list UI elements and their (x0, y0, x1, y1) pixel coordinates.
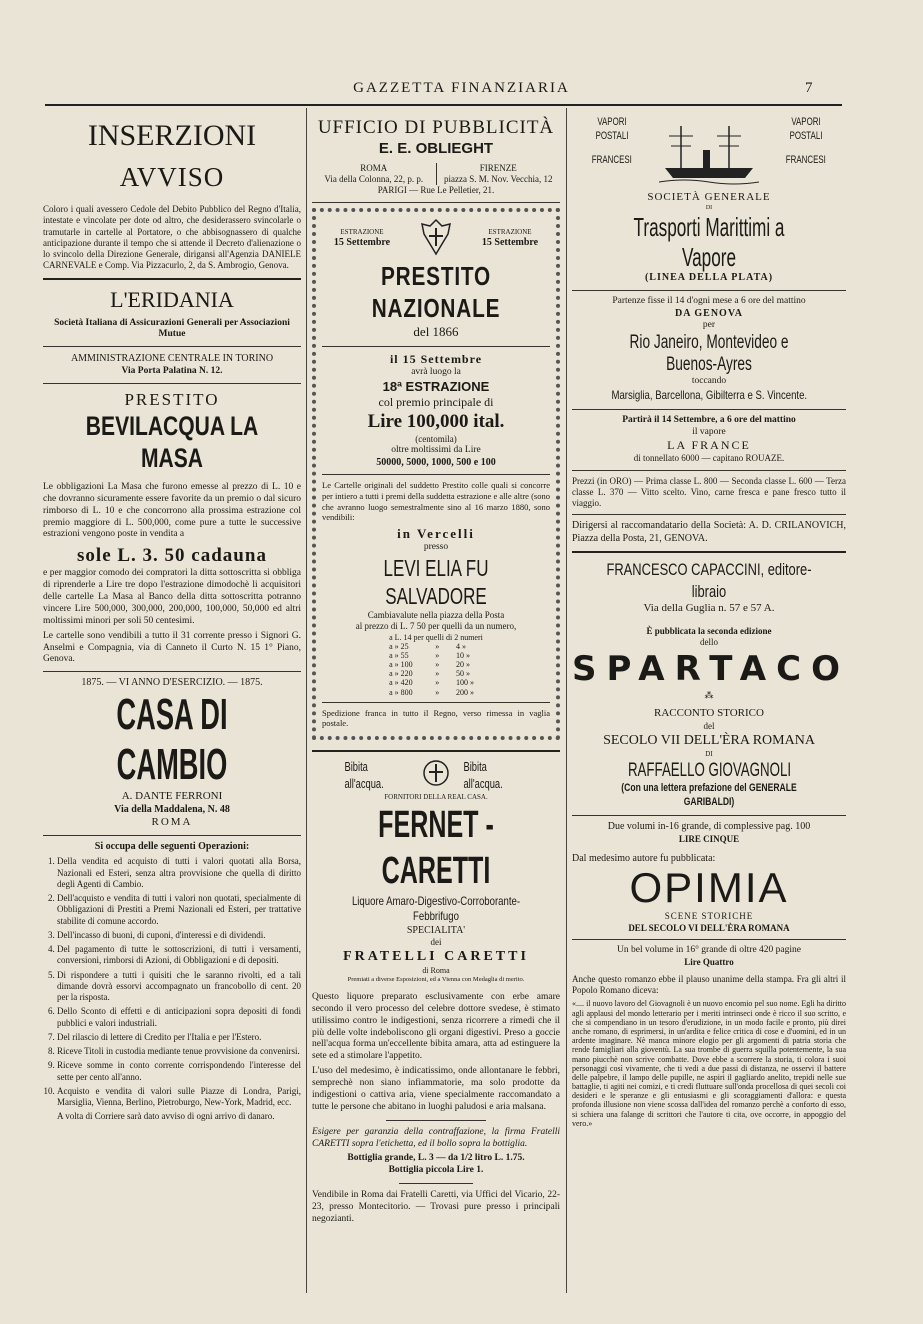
del-secolo-vi: DEL SECOLO VI DELL'ÈRA ROMANA (628, 922, 790, 933)
firenze-address: piazza S. M. Nov. Vecchia, 12 (444, 174, 553, 184)
in-vercelli: in Vercelli (397, 525, 475, 541)
di-label: DI (705, 204, 713, 211)
table-cell: 4 » (455, 641, 466, 651)
bevilacqua-heading: BEVILACQUA LA MASA (85, 410, 259, 473)
list-item: 10. Acquisto e vendita di valori sulle Piazze di Londra, Parigi, Marsiglia, Vienna, Berlino, Pietroburgo, New-York, Madrid, ecc. (57, 1086, 301, 1109)
table-cell: » (435, 650, 440, 660)
table-row (383, 669, 489, 678)
roma-address-block (312, 163, 437, 186)
table-row (383, 688, 489, 697)
divider (43, 278, 301, 280)
table-cell: 20 » (455, 660, 470, 670)
column-middle (312, 110, 560, 1229)
divider (572, 551, 846, 553)
divider (43, 383, 301, 384)
table-cell: a » 25 (389, 641, 409, 651)
estrazione-date: 15 Settembre (333, 237, 391, 249)
estrazione-label: ESTRAZIONE (340, 228, 384, 237)
steamship-icon (659, 116, 759, 191)
societa-generale: SOCIETÀ GENERALE (647, 190, 771, 203)
opimia-heading: OPIMIA (629, 864, 789, 912)
vendibile: Vendibile in Roma dai Fratelli Caretti, via Uffici del Vicario, 22-23, presso Montecitorio. — Trovasi pure presso i principali negozianti. (312, 1190, 560, 1224)
volta-note: A volta di Corriere sarà dato avviso di ogni arrivo di danaro. (57, 1111, 275, 1122)
fornitori: FORNITORI DELLA REAL CASA. (384, 792, 488, 801)
divider (386, 1120, 485, 1121)
dirigersi: Dirigersi al raccomandatario della Società: A. D. CRILANOVICH, Piazza della Posta, 21, GENOVA. (572, 520, 846, 544)
parigi-address: PARIGI — Rue Le Pelletier, 21. (377, 185, 495, 196)
partenze: Partenze fisse il 14 d'ogni mese a 6 ore del mattino (612, 295, 806, 306)
table-cell: » (435, 678, 440, 688)
column-right (572, 110, 850, 1131)
list-item: 9. Riceve somme in conto corrente corrispondendo l'interesse del sette per cento all'anno. (57, 1060, 301, 1083)
ferroni: A. DANTE FERRONI (121, 789, 223, 802)
specialita: SPECIALITA' (406, 924, 466, 936)
ornament-icon: ⁂ (704, 690, 714, 701)
vapori-label: VAPORI POSTALI (595, 116, 629, 142)
spedizione: Spedizione franca in tutto il Regno, verso rimessa in vaglia postale. (322, 707, 550, 729)
divider (312, 202, 560, 203)
francesi-label: FRANCESI (785, 153, 827, 166)
divider (572, 290, 846, 291)
dei: dei (430, 937, 442, 948)
table-cell: 100 » (455, 678, 474, 688)
table-cell: a » 220 (389, 669, 413, 679)
avviso-text: Coloro i quali avessero Cedole del Debito Pubblico del Regno d'Italia, intestate e vincolate per dote od altro, che desiderassero svincolarle o tramutarle in cartelle al Portatore, o che abbisognassero di qualche anticipazione durante il tempo che si attende il Decreto d'alienazione o lo svincolo della Direzione Generale, dirigansi all'Agenzia DANIELE CARNEVALE e Comp. Via Pizzacurlo, 2, da S. Ambrogio, Genova. (43, 204, 301, 271)
pubblicata: È pubblicata la seconda edizione (646, 625, 772, 636)
list-item: 2. Dell'acquisto e vendita di tutti i valori non quotati, specialmente di Obbligazioni di Prestiti a Premi Nazionali ed Esteri, per trattative stabilite di comune accordo. (57, 893, 301, 927)
estrazione-date: 15 Settembre (481, 237, 539, 249)
eridania-admin: AMMINISTRAZIONE CENTRALE IN TORINO (70, 353, 274, 365)
roma-address: Via della Colonna, 22, p. p. (324, 174, 424, 184)
vapori-left (572, 116, 652, 168)
table-row (383, 642, 489, 651)
divider (572, 470, 846, 471)
roma-city: ROMA (360, 162, 388, 173)
guglia: Via della Guglia n. 57 e 57 A. (643, 601, 775, 614)
table-cell: » (435, 687, 440, 697)
premiati: Premiati a diverse Esposizioni, ed a Vienna con Medaglia di merito. (347, 975, 525, 983)
il15-settembre: il 15 Settembre (389, 351, 483, 366)
royal-crest-icon (421, 758, 451, 793)
table-cell: 50 » (455, 669, 470, 679)
per: per (702, 320, 716, 330)
lire-100000: Lire 100,000 ital. (367, 410, 505, 432)
vapori-right (766, 116, 846, 168)
list-item: 4. Del pagamento di tutte le sottoscrizioni, di tutti i versamenti, conversioni, rimborsi di Azioni, di Obbligazioni e di depositi. (57, 944, 301, 967)
anche: Anche questo romanzo ebbe il plauso unanime della stampa. Fra gli altri il Popolo Romano diceva: (572, 973, 846, 996)
medesimo: Dal medesimo autore fu pubblicata: (572, 852, 716, 864)
prezzi: Prezzi (in ORO) — Prima classe L. 800 — Seconda classe L. 600 — Terza classe L. 370 — Vitto scelto. Vino, carne fresca e pane fresco tutto il viaggio. (572, 475, 846, 509)
table-cell: a » 420 (389, 678, 413, 688)
table-row (383, 651, 489, 660)
column-divider (306, 108, 307, 1293)
estrazione-18: 18ª ESTRAZIONE (382, 378, 490, 394)
list-item: 6. Dello Sconto di effetti e di anticipazioni sopra depositi di fondi pubblici e valori industriali. (57, 1006, 301, 1029)
estrazione-label: ESTRAZIONE (488, 228, 532, 237)
table-cell: » (435, 641, 440, 651)
divider (572, 815, 846, 816)
di-roma: di Roma (422, 965, 450, 975)
estrazione-left (322, 228, 402, 249)
bevilacqua-text-1: Le obbligazioni La Masa che furono emesse al prezzo di L. 10 e che dovranno sicuramente essere favorite da un premio o dal sicuro rimborso di L. 10 e che concorrono alla prossima estrazione col premio maggiore di L. 500,000, come pure a tutte le successive estrazioni vengono poste in vendita a (43, 481, 301, 540)
lire-quattro: Lire Quattro (684, 956, 734, 967)
ufficio-heading: UFFICIO DI PUBBLICITÀ (317, 117, 555, 138)
spartaco-heading: SPARTACO (572, 649, 850, 690)
cambiavalute: Cambiavalute nella piazza della Posta (367, 610, 505, 620)
table-row (383, 660, 489, 669)
oltre: oltre moltissimi da Lire (391, 445, 481, 455)
bibita-row (312, 758, 560, 793)
estrazione-row (322, 218, 550, 261)
fernet-text-2: L'uso del medesimo, è indicatissimo, onde allontanare le febbri, semprechè non siano infiammatorie, ma solo prodotte da indigestioni o cattiva aria, viene specialmente raccomandato a tutte le persone che abitano in luoghi paludosi e aria malsana. (312, 1066, 560, 1112)
inserzioni-heading: INSERZIONI (87, 119, 257, 152)
un-bel-volume: Un bel volume in 16° grande di oltre 420 pagine (617, 944, 801, 955)
francesi-label: FRANCESI (591, 153, 633, 166)
divider (322, 702, 550, 703)
list-item: 1. Della vendita ed acquisto di tutti i valori quotati alla Borsa, Nazionali ed Esteri, senza altra provvisione che quella di diritto degli Agenti di Cambio. (57, 856, 301, 890)
vapori-label: VAPORI POSTALI (789, 116, 823, 142)
porti: Marsiglia, Barcellona, Gibilterra e S. Vincente. (611, 387, 807, 402)
due-volumi: Due volumi in-16 grande, di complessive pag. 100 (607, 821, 811, 832)
scene-storiche: SCENE STORICHE (664, 911, 754, 922)
fratelli-caretti: FRATELLI CARETTI (343, 949, 529, 965)
divider (312, 750, 560, 752)
anno-esercizio: 1875. — VI ANNO D'ESERCIZIO. — 1875. (81, 677, 263, 689)
price-table (383, 633, 489, 697)
col-premio: col premio principale di (378, 394, 494, 409)
la-france: LA FRANCE (667, 438, 751, 453)
levi-heading: LEVI ELIA FU SALVADORE (383, 555, 489, 609)
list-item: 7. Del rilascio di lettere di Credito per l'Italia e per l'Estero. (57, 1032, 301, 1043)
fernet-heading: FERNET - CARETTI (378, 803, 494, 892)
divider (43, 835, 301, 836)
roma-label: ROMA (151, 816, 193, 828)
raffaello: RAFFAELLO GIOVAGNOLI (627, 759, 791, 781)
table-cell: » (435, 669, 440, 679)
divider (43, 671, 301, 672)
sole-price: sole L. 3. 50 cadauna (77, 545, 267, 567)
divider (572, 514, 846, 515)
capaccini: FRANCESCO CAPACCINI, editore-libraio (606, 560, 812, 601)
table-cell: a » 100 (389, 660, 413, 670)
bottiglia-piccola: Bottiglia piccola Lire 1. (388, 1165, 484, 1176)
tonnellato: di tonnellato 6000 — capitano ROUAZE. (633, 453, 785, 464)
ufficio-addresses (312, 163, 560, 186)
trasporti-heading: Trasporti Marittimi a Vapore (633, 212, 785, 273)
esigere: Esigere per garanzia della contraffazione, la firma Fratelli CARETTI sopra l'etichetta, ed il bollo sopra la bottiglia. (312, 1126, 560, 1149)
toccando: toccando (691, 375, 727, 386)
divider (399, 1183, 473, 1184)
rio-janeiro: Rio Janeiro, Montevideo e Buenos-Ayres (629, 331, 789, 375)
del-label: del (703, 721, 715, 732)
lire-cinque: LIRE CINQUE (678, 833, 740, 844)
firenze-city: FIRENZE (479, 162, 517, 173)
divider (572, 409, 846, 410)
avviso-heading: AVVISO (119, 162, 225, 192)
column-left (43, 110, 301, 1126)
divider (572, 939, 846, 940)
casa-di-cambio-heading: CASA DI CAMBIO (116, 689, 228, 789)
prestito-heading: PRESTITO (124, 389, 220, 409)
table-cell: a » 55 (389, 650, 409, 660)
divider (322, 346, 550, 347)
dello: dello (700, 636, 718, 647)
il-vapore: il vapore (692, 426, 726, 437)
obliegh-name: E. E. OBLIEGHT (378, 140, 494, 157)
bevilacqua-text-3: Le cartelle sono vendibili a tutto il 31 corrente presso i Signori G. Anselmi e Compagnia, via di Canneto il Curto N. 15 1° Piano, Genova. (43, 630, 301, 665)
list-item: 8. Riceve Titoli in custodia mediante tenue provvisione da convenirsi. (57, 1046, 301, 1057)
maddalena-address: Via della Maddalena, N. 48 (114, 803, 230, 815)
avra-luogo: avrà luogo la (411, 366, 461, 377)
premi-list: 50000, 5000, 1000, 500 e 100 (376, 456, 496, 468)
page-number: 7 (805, 80, 813, 96)
review-quote: «.... il nuovo lavoro del Giovagnoli è un nuovo encomio pel suo nome. Egli ha diritto agli applausi del mondo letterario per i meriti intrinseci onde è ricco il suo scritto, e che si compendiano in un tesoro d'erudizione, in un modo facile e pronto, più direi anche romano, di esprimersi, in un'ardita e felice critica di cose e d'uomini, ed in un ardente imaginare. Nè manca minore elogio per gli argomenti di patria storia che rende famigliari alla gioventù. La sua trombe di guerra squilla potentemente, la sua mano piucchè non scrive combatte. Dove ebbe a scorrere la storia, ti colora i suoi personaggi così vivamente, che ti vedi a due passi di distanza, ne osservi il battere delle palpebre, il lampo delle pupille, ne aspiri il gagliardo anelito, trepidi nelle sue battaglie, ti agiti nei comizi, e ti credi fluttuare sull'onda procellosa di quei secoli coi desideri e le speranze e gli entusiasmi e gli scoraggiamenti d'allora: e questa profonda illusione non viene scossa dall'idea del romanzo perchè a conforto di esso, si schiera una falange di scrittori che l'autore ti cita, ove occorre, in appoggio del vero.» (572, 999, 846, 1128)
table-cell: a » 800 (389, 687, 413, 697)
divider (322, 474, 550, 475)
da-genova: DA GENOVA (675, 307, 743, 319)
prestito-nazionale-ad (312, 208, 560, 741)
header-rule (45, 104, 842, 106)
table-cell: a L. 14 per quelli di 2 numeri (389, 632, 483, 642)
table-cell: 200 » (455, 687, 474, 697)
vapori-header (572, 116, 846, 191)
lettera: (Con una lettera prefazione del GENERALE GARIBALDI) (621, 782, 797, 809)
eridania-heading: L'ERIDANIA (110, 286, 234, 312)
centomila: (centomila) (415, 433, 457, 444)
operations-list (43, 856, 301, 1108)
di-label-2: DI (705, 749, 713, 758)
column-divider (566, 108, 567, 1293)
cartelle-text: Le Cartelle originali del suddetto Prestito colle quali si concorre per intiero a tutti i premi della suddetta estrazione e alle altre (sono che avranno luogo semestralmente sino al 16 marzo 1880, sono vendibili: (322, 480, 550, 523)
bibita-right: Bibita all'acqua. (463, 759, 503, 791)
prezzo: al prezzo di L. 7 50 per quelli da un numero, (355, 621, 517, 632)
liquore: Liquore Amaro-Digestivo-Corroborante-Febbrifugo (351, 893, 521, 923)
bottiglia-grande: Bottiglia grande, L. 3 — da 1/2 litro L. 1.75. (347, 1153, 525, 1164)
presso: presso (423, 542, 449, 553)
secolo-vii: SECOLO VII DELL'ÈRA ROMANA (603, 733, 815, 749)
bevilacqua-text-2: e per maggior comodo dei compratori la ditta sottoscritta si obbliga di riprenderle a Lire tre dopo l'estrazione dimodochè li acquisitori delle cartelle La Masa al Banco della ditta sottoscritta potranno vincere Lire 500,000, 300,000, 200,000, 100,000, 50,000 ed altri moltissimi minori per soli 50 centesimi. (43, 568, 301, 626)
list-item: 3. Dell'incasso di buoni, di cuponi, d'interessi e di dividendi. (57, 930, 301, 941)
eridania-address: Via Porta Palatina N. 12. (121, 365, 223, 376)
divider (43, 346, 301, 347)
table-row (383, 678, 489, 687)
racconto: RACCONTO STORICO (654, 707, 764, 720)
table-cell: 10 » (455, 650, 470, 660)
prestito-nazionale-heading: PRESTITO NAZIONALE (371, 261, 501, 324)
table-row (383, 633, 489, 642)
del1866: del 1866 (413, 324, 459, 340)
running-head: GAZZETTA FINANZIARIA (353, 80, 570, 96)
table-cell: » (435, 660, 440, 670)
linea-plata: (LINEA DELLA PLATA) (644, 272, 774, 284)
eridania-sub: Società Italiana di Assicurazioni Generali per Associazioni Mutue (54, 317, 290, 340)
occupa-heading: Si occupa delle seguenti Operazioni: (94, 840, 250, 852)
list-item: 5. Di rispondere a tutti i quisiti che le saranno rivolti, ed a tali dimande dovrà essorvi accompagnato un francobollo di cent. 20 per la risposta. (57, 970, 301, 1004)
partira: Partirà il 14 Settembre, a 6 ore del mattino (622, 414, 796, 425)
bibita-left: Bibita all'acqua. (344, 759, 384, 791)
estrazione-right (470, 228, 550, 249)
fernet-text: Questo liquore preparato esclusivamente con erbe amare secondo il vero processo del celebre dottore svedese, è stimato utilissimo contro le indigestioni, senza ricorrere a rimedi che il più delle volte indeboliscono gli organi digestivi. Preso a goccie nell'acqua forma un'eccellente bibita amara, atta ad estinguere la sete ed a stimolare l'appetito. (312, 991, 560, 1062)
firenze-address-block (437, 163, 561, 186)
coat-of-arms-icon (416, 218, 456, 261)
